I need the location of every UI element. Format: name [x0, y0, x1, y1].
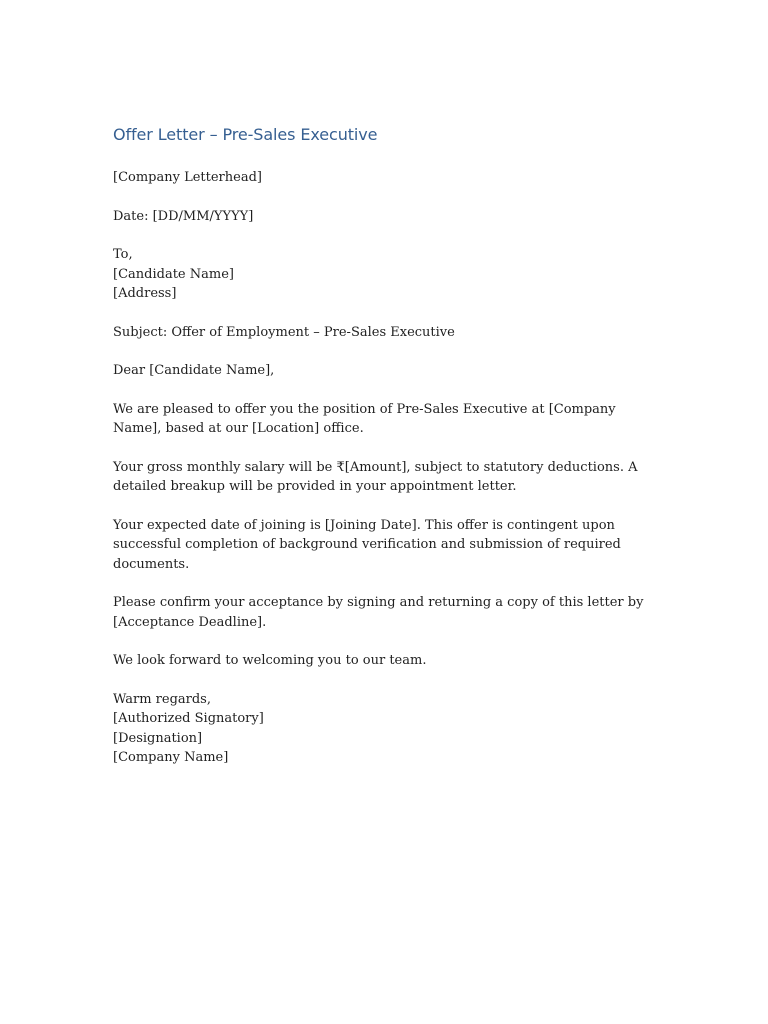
- body-paragraph-position: We are pleased to offer you the position of Pre-Sales Executive at [Company Name], based at our [Location] office.: [113, 401, 616, 436]
- body-paragraph-salary: Your gross monthly salary will be ₹[Amount], subject to statutory deductions. A detailed breakup will be provided in your appointment letter.: [113, 459, 638, 494]
- closing-block: [113, 690, 658, 768]
- body-paragraph-welcome: We look forward to welcoming you to our team.: [113, 653, 427, 668]
- recipient-name: [Candidate Name]: [113, 266, 234, 282]
- closing-designation: [Designation]: [113, 730, 203, 746]
- body-paragraph-acceptance: Please confirm your acceptance by signing and returning a copy of this letter by [Acceptance Deadline].: [113, 595, 644, 630]
- document-title: Offer Letter – Pre-Sales Executive: [113, 125, 378, 144]
- letter-content: [113, 124, 658, 787]
- letterhead-placeholder: [Company Letterhead]: [113, 170, 262, 185]
- subject-line: Subject: Offer of Employment – Pre-Sales Executive: [113, 324, 455, 340]
- salutation: Dear [Candidate Name],: [113, 363, 275, 378]
- date-line: Date: [DD/MM/YYYY]: [113, 208, 254, 224]
- closing-signatory: [Authorized Signatory]: [113, 711, 264, 726]
- recipient-to: To,: [113, 247, 133, 262]
- closing-regards: Warm regards,: [113, 691, 211, 707]
- recipient-block: [113, 245, 658, 304]
- closing-company: [Company Name]: [113, 750, 229, 765]
- recipient-address: [Address]: [113, 286, 177, 301]
- body-paragraph-joining: Your expected date of joining is [Joining Date]. This offer is contingent upon successful completion of background verification and submission of required documents.: [113, 517, 621, 572]
